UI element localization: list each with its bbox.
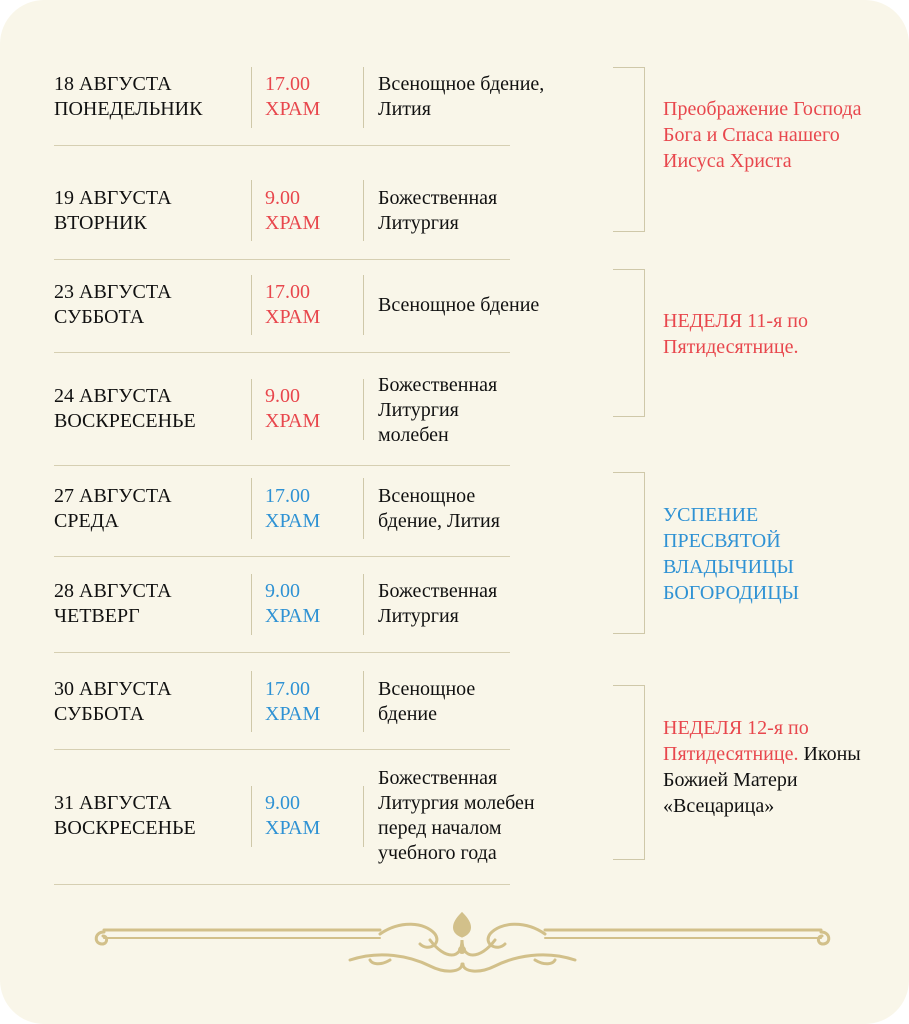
group-bracket — [613, 472, 645, 634]
time-cell: 17.00 ХРАМ — [265, 281, 321, 328]
row-divider — [54, 749, 510, 750]
service-cell: Божественная Литургия — [378, 580, 498, 627]
date-cell: 23 АВГУСТА СУББОТА — [54, 281, 172, 328]
column-divider — [363, 67, 364, 128]
row-divider — [54, 259, 510, 260]
column-divider — [363, 786, 364, 847]
date-cell: 31 АВГУСТА ВОСКРЕСЕНЬЕ — [54, 792, 196, 839]
feast-caption: НЕДЕЛЯ 11-я по Пятидесятнице. — [663, 310, 808, 358]
service-cell: Всенощное бдение, Лития — [378, 485, 500, 532]
feast-caption: НЕДЕЛЯ 12-я по Пятидесятнице. Иконы Божией Матери «Всецарица» — [663, 717, 861, 817]
column-divider — [363, 671, 364, 732]
column-divider — [363, 478, 364, 539]
row-divider — [54, 884, 510, 885]
date-cell: 30 АВГУСТА СУББОТА — [54, 678, 172, 725]
column-divider — [251, 574, 252, 635]
time-cell: 9.00 ХРАМ — [265, 580, 321, 627]
service-cell: Всенощное бдение, Лития — [378, 73, 545, 120]
column-divider — [251, 786, 252, 847]
row-divider — [54, 145, 510, 146]
column-divider — [251, 379, 252, 440]
column-divider — [251, 180, 252, 241]
ornament-divider — [90, 910, 835, 985]
row-divider — [54, 652, 510, 653]
row-divider — [54, 465, 510, 466]
service-cell: Всенощное бдение — [378, 678, 476, 725]
date-cell: 18 АВГУСТА ПОНЕДЕЛЬНИК — [54, 73, 203, 120]
date-cell: 24 АВГУСТА ВОСКРЕСЕНЬЕ — [54, 385, 196, 432]
service-cell: Божественная Литургия — [378, 187, 498, 234]
date-cell: 27 АВГУСТА СРЕДА — [54, 485, 172, 532]
column-divider — [363, 379, 364, 440]
service-cell: Всенощное бдение — [378, 294, 540, 316]
time-cell: 9.00 ХРАМ — [265, 385, 321, 432]
group-bracket — [613, 67, 645, 232]
column-divider — [251, 478, 252, 539]
column-divider — [251, 275, 252, 335]
date-cell: 19 АВГУСТА ВТОРНИК — [54, 187, 172, 234]
time-cell: 17.00 ХРАМ — [265, 485, 321, 532]
service-cell: Божественная Литургия молебен — [378, 374, 498, 446]
time-cell: 17.00 ХРАМ — [265, 678, 321, 725]
column-divider — [363, 574, 364, 635]
column-divider — [251, 671, 252, 732]
column-divider — [363, 180, 364, 241]
date-cell: 28 АВГУСТА ЧЕТВЕРГ — [54, 580, 172, 627]
group-bracket — [613, 269, 645, 417]
feast-caption: Преображение Господа Бога и Спаса нашего Иисуса Христа — [663, 98, 862, 172]
row-divider — [54, 556, 510, 557]
time-cell: 9.00 ХРАМ — [265, 187, 321, 234]
time-cell: 17.00 ХРАМ — [265, 73, 321, 120]
feast-caption: УСПЕНИЕ ПРЕСВЯТОЙ ВЛАДЫЧИЦЫ БОГОРОДИЦЫ — [663, 504, 800, 604]
row-divider — [54, 352, 510, 353]
column-divider — [363, 275, 364, 335]
group-bracket — [613, 685, 645, 860]
service-cell: Божественная Литургия молебен перед началом учебного года — [378, 767, 535, 864]
column-divider — [251, 67, 252, 128]
time-cell: 9.00 ХРАМ — [265, 792, 321, 839]
